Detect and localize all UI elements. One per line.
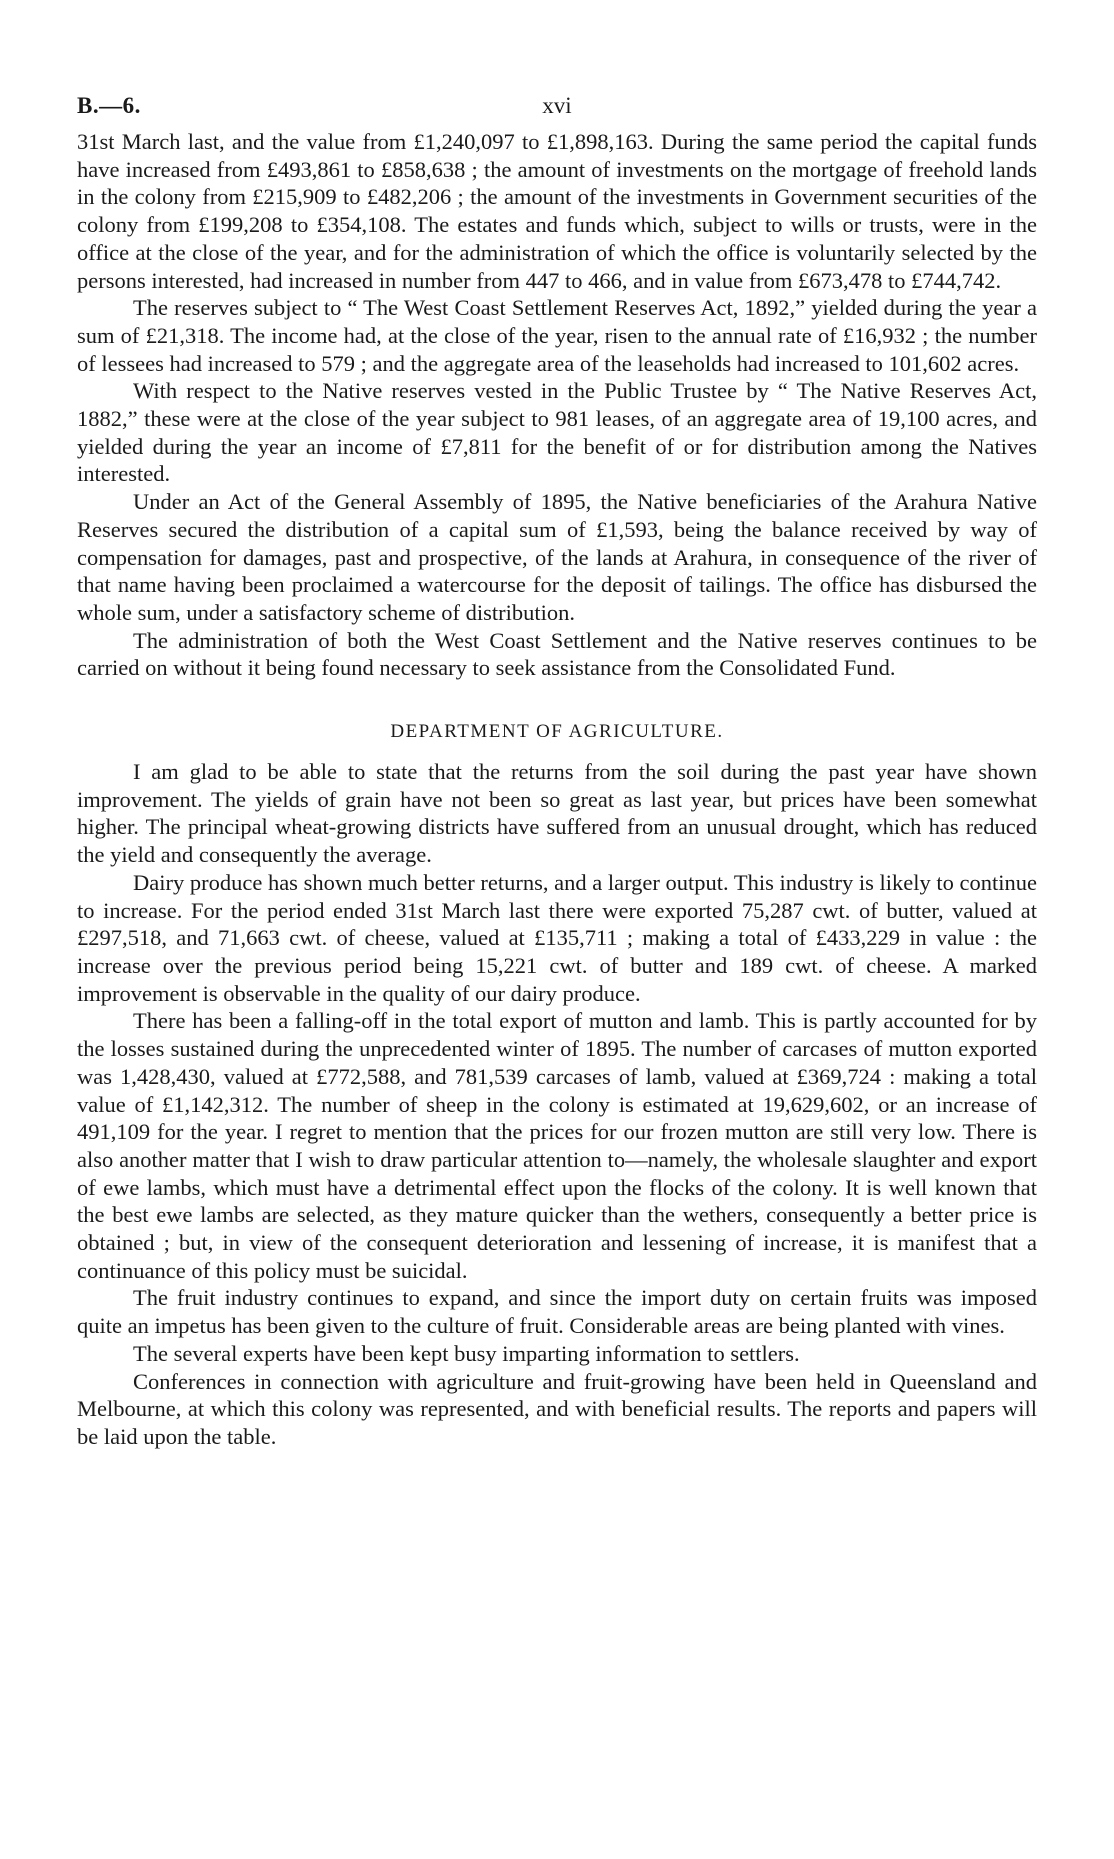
paragraph-native-reserves: With respect to the Native reserves vested in the Public Trustee by “ The Native Reserves Act, 1882,” these were at the close of the year subject to 981 leases, of an aggregate area of 19,100 acres, and yielded during the year an income of £7,811 for the benefit of or for distribution among the Natives interested. xyxy=(77,378,1037,487)
page-number: xvi xyxy=(542,93,572,118)
paragraph-fruit-industry: The fruit industry continues to expand, and since the import duty on certain fruits was imposed quite an impetus has been given to the culture of fruit. Considerable areas are being planted with vines. xyxy=(77,1285,1037,1339)
agriculture-section xyxy=(77,758,1037,1451)
paragraph-arahura-reserves: Under an Act of the General Assembly of 1895, the Native beneficiaries of the Arahura Native Reserves secured the distribution of a capital sum of £1,593, being the balance received by way of compensation for damages, past and prospective, of the lands at Arahura, in consequence of the river of that name having been proclaimed a watercourse for the deposit of tailings. The office has disbursed the whole sum, under a satisfactory scheme of distribution. xyxy=(77,489,1037,625)
document-reference: B.—6. xyxy=(77,93,141,118)
paragraph-conferences: Conferences in connection with agriculture and fruit-growing have been held in Queensland and Melbourne, at which this colony was represented, and with beneficial results. The reports and papers will be laid upon the table. xyxy=(77,1368,1037,1449)
paragraph-west-coast-reserves: The reserves subject to “ The West Coast Settlement Reserves Act, 1892,” yielded during the year a sum of £21,318. The income had, at the close of the year, risen to the annual rate of £16,932 ; the number of lessees had increased to 579 ; and the aggregate area of the leaseholds had increased to 101,602 acres. xyxy=(77,295,1037,376)
paragraph-public-trust-values: 31st March last, and the value from £1,240,097 to £1,898,163. During the same period the capital funds have increased from £493,861 to £858,638 ; the amount of investments on the mortgage of freehold lands in the colony from £215,909 to £482,206 ; the amount of the investments in Government securities of the colony from £199,208 to £354,108. The estates and funds which, subject to wills or trusts, were in the office at the close of the year, and for the administration of which the office is voluntarily selected by the persons interested, had increased in number from 447 to 466, and in value from £673,478 to £744,742. xyxy=(77,129,1037,293)
paragraph-mutton-lamb: There has been a falling-off in the total export of mutton and lamb. This is partly accounted for by the losses sustained during the unprecedented winter of 1895. The number of carcases of mutton exported was 1,428,430, valued at £772,588, and 781,539 carcases of lamb, valued at £369,724 : making a total value of £1,142,312. The number of sheep in the colony is estimated at 19,629,602, or an increase of 491,109 for the year. I regret to mention that the prices for our frozen mutton are still very low. There is also another matter that I wish to draw particular attention to—namely, the wholesale slaughter and export of ewe lambs, which must have a detrimental effect upon the flocks of the colony. It is well known that the best ewe lambs are selected, as they mature quicker than the wethers, consequently a better price is obtained ; but, in view of the consequent deterioration and lessening of increase, it is manifest that a continuance of this policy must be suicidal. xyxy=(77,1008,1037,1283)
paragraph-experts: The several experts have been kept busy imparting information to settlers. xyxy=(133,1340,800,1366)
paragraph-administration: The administration of both the West Coast Settlement and the Native reserves continues to be carried on without it being found necessary to seek assistance from the Consolidated Fund. xyxy=(77,627,1037,681)
public-trust-section xyxy=(77,128,1037,682)
page-header xyxy=(77,92,1037,128)
paragraph-dairy-produce: Dairy produce has shown much better returns, and a larger output. This industry is likely to continue to increase. For the period ended 31st March last there were exported 75,287 cwt. of butter, valued at £297,518, and 71,663 cwt. of cheese, valued at £135,711 ; making a total of £433,229 in value : the increase over the previous period being 15,221 cwt. of butter and 189 cwt. of cheese. A marked improvement is observable in the quality of our dairy produce. xyxy=(77,869,1037,1006)
section-heading-agriculture: DEPARTMENT OF AGRICULTURE. xyxy=(390,721,724,743)
document-page xyxy=(77,92,1037,1451)
paragraph-soil-returns: I am glad to be able to state that the returns from the soil during the past year have shown improvement. The yields of grain have not been so great as last year, but prices have been somewhat higher. The principal wheat-growing districts have suffered from an unusual drought, which has reduced the yield and consequently the average. xyxy=(77,759,1037,868)
